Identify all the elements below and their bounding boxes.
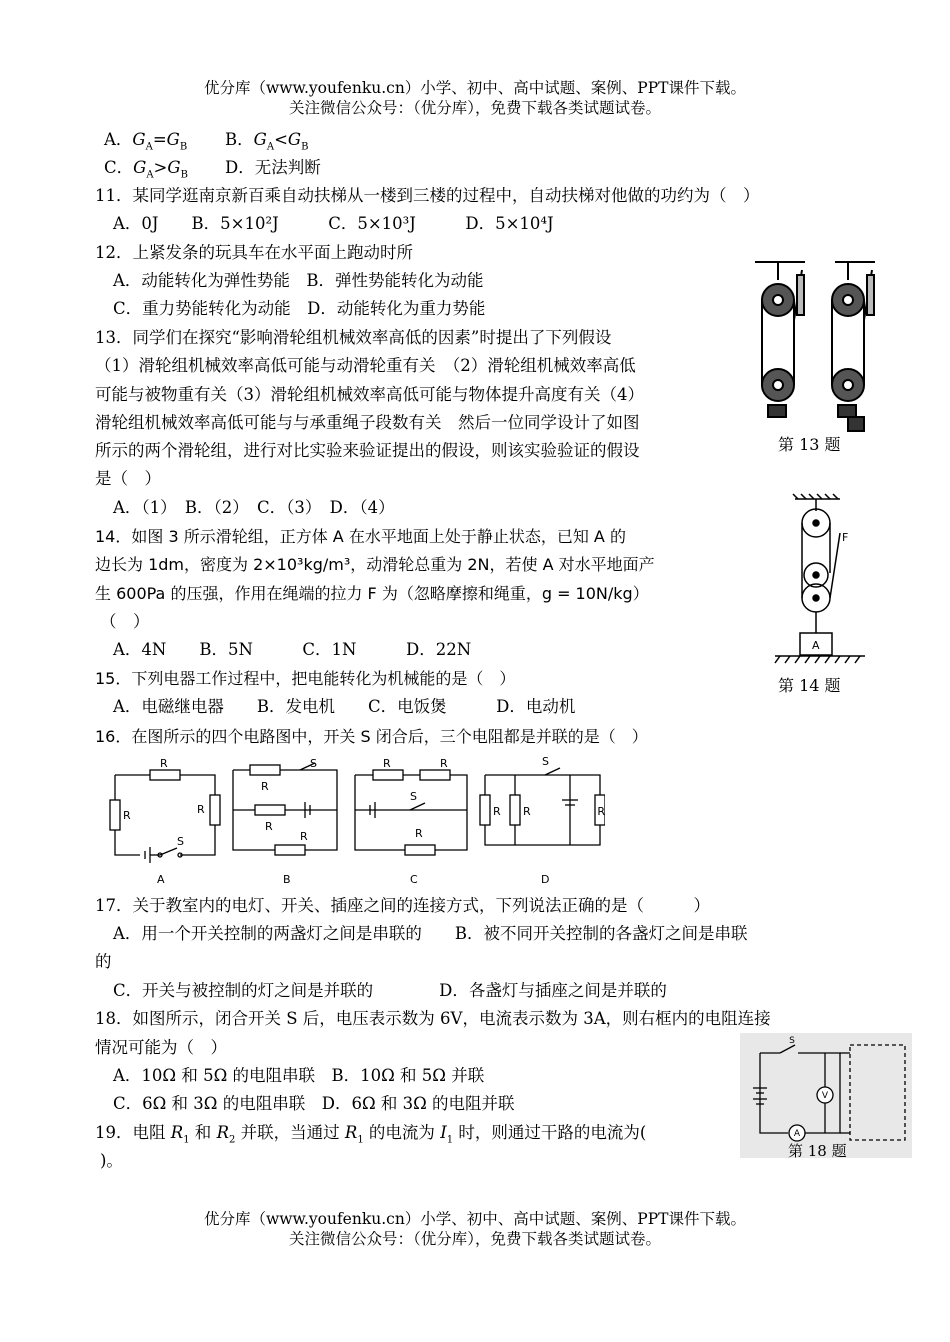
q14-line-3: 生 600Pa 的压强，作用在绳端的拉力 F 为（忽略摩擦和绳重，g = 10N/kg） [95,584,649,603]
q13-line-6: 是（ ） [95,469,161,488]
q14-line-4: （ ） [100,612,150,631]
q13-line-3: 可能与被物重有关（3）滑轮组机械效率高低可能与物体提升高度有关（4） [95,385,644,404]
footer-line-2: 关注微信公众号：（优分库），免费下载各类试题试卷。 [288,1230,661,1248]
q10-option-d: D．无法判断 [225,158,321,177]
q19-line-2: )。 [100,1151,123,1170]
circuit-a-r-left: R [123,809,131,822]
circuit-c-s: S [410,790,417,803]
q16-stem: 16．在图所示的四个电路图中，开关 S 闭合后，三个电阻都是并联的是（ ） [95,727,648,746]
circuit-label-b: B [283,873,291,886]
q14-caption: 第 14 题 [778,676,841,695]
q10-option-a: A．$G_A=G_B$ [104,130,188,153]
q18-options-row-1: A．10Ω 和 5Ω 的电阻串联 B．10Ω 和 5Ω 并联 [113,1066,485,1085]
circuit-d-r-2: R [523,805,531,818]
q18-line-2: 情况可能为（ ） [95,1038,227,1057]
q12-options-row-1: A．动能转化为弹性势能 B．弹性势能转化为动能 [113,271,484,290]
q10-option-b: B．$G_A<G_B$ [225,130,309,153]
q16-circuits-figure [105,755,605,890]
q11-stem: 11．某同学逛南京新百乘自动扶梯从一楼到三楼的过程中，自动扶梯对他做的功约为（ ） [95,186,760,205]
q18-label-a: A [793,1129,801,1139]
q13-line-4: 滑轮组机械效率高低可能与与承重绳子段数有关 然后一位同学设计了如图 [95,413,640,432]
q10-option-c: C．$G_A>G_B$ [104,158,188,181]
q18-label-s: S [789,1036,795,1046]
q18-line-1: 18．如图所示，闭合开关 S 后，电压表示数为 6V，电流表示数为 3A，则右框内的电阻连接 [95,1009,771,1028]
circuit-d-r-1: R [493,805,501,818]
q13-options: A．（1） B．（2） C．（3） D．（4） [113,498,395,517]
circuit-c-r-2: R [440,757,448,770]
q17-options-ab-cont: 的 [95,952,112,971]
header-line-1: 优分库（www.youfenku.cn）小学、初中、高中试题、案例、PPT课件下载。 [203,79,747,97]
q15-stem: 15．下列电器工作过程中，把电能转化为机械能的是（ ） [95,669,516,688]
circuit-b-r-1: R [261,780,269,793]
q18-label-v: V [821,1091,829,1101]
circuit-a-r-top: R [160,757,168,770]
q14-options: A．4N B．5N C．1N D．22N [113,640,472,659]
circuit-label-a: A [157,873,165,886]
q14-label-a: A [812,639,820,652]
q15-options: A．电磁继电器 B．发电机 C．电饭煲 D．电动机 [113,697,576,716]
circuit-label-c: C [410,873,418,886]
q13-caption: 第 13 题 [778,435,841,454]
q18-options-row-2: C．6Ω 和 3Ω 的电阻串联 D．6Ω 和 3Ω 的电阻并联 [113,1094,515,1113]
circuit-b-r-2: R [265,820,273,833]
circuit-c-r-1: R [383,757,391,770]
circuit-b-r-3: R [300,830,308,843]
q13-line-5: 所示的两个滑轮组，进行对比实验来验证提出的假设，则该实验验证的假设 [95,441,640,460]
q13-line-2: （1）滑轮组机械效率高低可能与动滑轮重有关 （2）滑轮组机械效率高低 [95,356,636,375]
q17-options-ab: A．用一个开关控制的两盏灯之间是串联的 B．被不同开关控制的各盏灯之间是串联 [113,924,748,943]
circuit-c-r-3: R [415,827,423,840]
q19-line-1: 19．电阻 $R_1$ 和 $R_2$ 并联，当通过 $R_1$ 的电流为 $I_1$ 时，则通过干路的电流为( [95,1123,647,1146]
q12-options-row-2: C．重力势能转化为动能 D．动能转化为重力势能 [113,299,486,318]
circuit-c [355,770,467,855]
circuit-d-s: S [542,755,549,768]
q17-stem: 17．关于教室内的电灯、开关、插座之间的连接方式，下列说法正确的是（ ） [95,896,710,915]
q14-line-1: 14．如图 3 所示滑轮组，正方体 A 在水平地面上处于静止状态，已知 A 的 [95,527,626,546]
circuit-b [233,763,337,855]
circuit-label-d: D [541,873,550,886]
circuit-d-r-3: R [597,805,605,818]
q14-pulley-figure [770,493,870,668]
circuit-a-r-right: R [197,803,205,816]
q18-figure-panel [740,1033,912,1158]
q17-options-cd: C．开关与被控制的灯之间是并联的 D．各盏灯与插座之间是并联的 [113,981,667,1000]
q13-pulley-figure [750,250,880,450]
footer-line-1: 优分库（www.youfenku.cn）小学、初中、高中试题、案例、PPT课件下载。 [203,1210,747,1228]
circuit-a-s: S [177,835,184,848]
q14-label-f: F [842,531,849,544]
q14-line-2: 边长为 1dm，密度为 2×10³kg/m³，动滑轮总重为 2N，若使 A 对水平地面产 [95,555,655,574]
q11-options: A．0J B．5×10²J C．5×10³J D．5×10⁴J [113,214,554,233]
header-line-2: 关注微信公众号：（优分库），免费下载各类试题试卷。 [288,99,661,117]
q12-stem: 12．上紧发条的玩具车在水平面上跑动时所 [95,243,413,262]
circuit-b-s: S [310,757,317,770]
q13-line-1: 13．同学们在探究“影响滑轮组机械效率高低的因素”时提出了下列假设 [95,328,612,347]
q18-caption: 第 18 题 [788,1142,847,1160]
